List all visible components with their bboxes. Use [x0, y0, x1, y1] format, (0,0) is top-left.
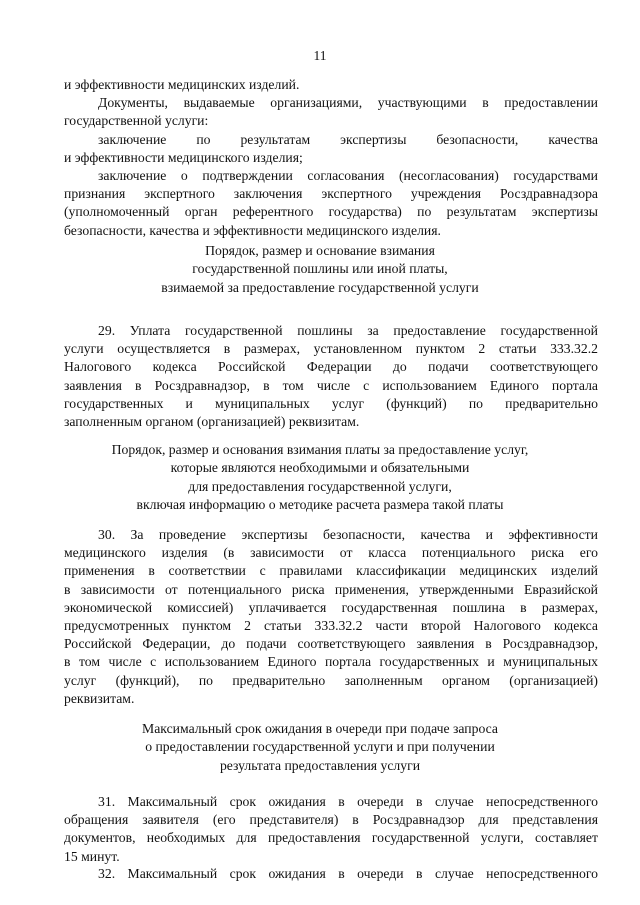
text-line: (уполномоченный орган референтного государства) по результатам экспертизы	[64, 204, 598, 220]
text-line: в том числе с использованием Единого портала государственных и муниципальных	[64, 654, 598, 670]
text-line: признания экспертного заключения экспертного учреждения Росздравнадзора	[64, 186, 598, 202]
text-line: Налогового кодекса Российской Федерации до подачи соответствующего	[64, 359, 598, 375]
page-number: 11	[313, 48, 327, 63]
text-line: 15 минут.	[64, 848, 120, 864]
heading-line: Максимальный срок ожидания в очереди при подаче запроса	[142, 721, 498, 736]
heading-line: Порядок, размер и основания взимания платы за предоставление услуг,	[111, 442, 529, 457]
text-line: 29. Уплата государственной пошлины за предоставление государственной	[98, 323, 598, 338]
text-line: в зависимости от потенциального риска применения, утвержденными Евразийской	[64, 581, 598, 597]
text-line: экономической комиссией) уплачивается государственная пошлина в размерах,	[64, 599, 598, 615]
text-line: и эффективности медицинских изделий.	[64, 77, 300, 92]
section-heading-queue	[0, 720, 640, 775]
text-line: безопасности, качества и эффективности медицинского изделия.	[64, 222, 441, 238]
text-line: Российской Федерации, до подачи соответствующего заявления в Росздравнадзор,	[64, 636, 598, 652]
heading-line: для предоставления государственной услуги,	[188, 478, 452, 494]
text-line: 32. Максимальный срок ожидания в очереди в случае непосредственного	[98, 866, 598, 881]
text-line: заключение о подтверждении согласования (несогласования) государствами	[98, 168, 598, 184]
heading-line: взимаемой за предоставление государственной услуги	[161, 279, 479, 295]
text-line: заявления в Росздравнадзор, в том числе с использованием Единого портала	[64, 377, 598, 393]
heading-line: государственной пошлины или иной платы,	[192, 261, 448, 277]
text-line: Документы, выдаваемые организациями, участвующими в предоставлении	[98, 95, 598, 111]
text-line: государственной услуги:	[64, 113, 209, 129]
heading-line: Порядок, размер и основание взимания	[205, 243, 435, 258]
text-line: применения в соответствии с правилами классификации медицинских изделий	[64, 563, 598, 579]
heading-line: включая информацию о методике расчета размера такой платы	[136, 497, 504, 513]
text-line: медицинского изделия (в зависимости от класса потенциального риска его	[64, 545, 598, 561]
heading-line: результата предоставления услуги	[219, 757, 421, 773]
text-line: услуги осуществляется в размерах, установленном пунктом 2 статьи 333.32.2	[64, 341, 598, 357]
intro-section	[64, 76, 598, 240]
paragraph-32	[64, 865, 598, 883]
heading-line: о предоставлении государственной услуги и при получении	[145, 739, 495, 755]
text-line: обращения заявителя (его представителя) в Росздравнадзор для представления	[64, 812, 598, 828]
text-line: реквизитам.	[64, 690, 135, 706]
text-line: предусмотренных пунктом 2 статьи 333.32.2 части второй Налогового кодекса	[64, 618, 598, 634]
text-line: заполненным органом (организацией) реквизитам.	[64, 414, 360, 430]
section-heading-fee	[0, 242, 640, 297]
paragraph-31	[64, 793, 598, 866]
heading-line: которые являются необходимыми и обязательными	[170, 460, 470, 476]
text-line: 31. Максимальный срок ожидания в очереди в случае непосредственного	[98, 794, 598, 809]
paragraph-29	[64, 322, 598, 431]
text-line: услуг (функций), по предварительно заполненным органом (организацией)	[64, 672, 598, 688]
text-line: заключение по результатам экспертизы безопасности, качества	[98, 131, 598, 147]
section-heading-services-fee	[0, 441, 640, 515]
text-line: и эффективности медицинского изделия;	[64, 149, 303, 165]
paragraph-30	[64, 526, 598, 708]
text-line: 30. За проведение экспертизы безопасности, качества и эффективности	[98, 527, 598, 542]
text-line: государственных и муниципальных услуг (функций) по предварительно	[64, 395, 598, 411]
text-line: документов, необходимых для предоставления государственной услуги, составляет	[64, 830, 598, 846]
